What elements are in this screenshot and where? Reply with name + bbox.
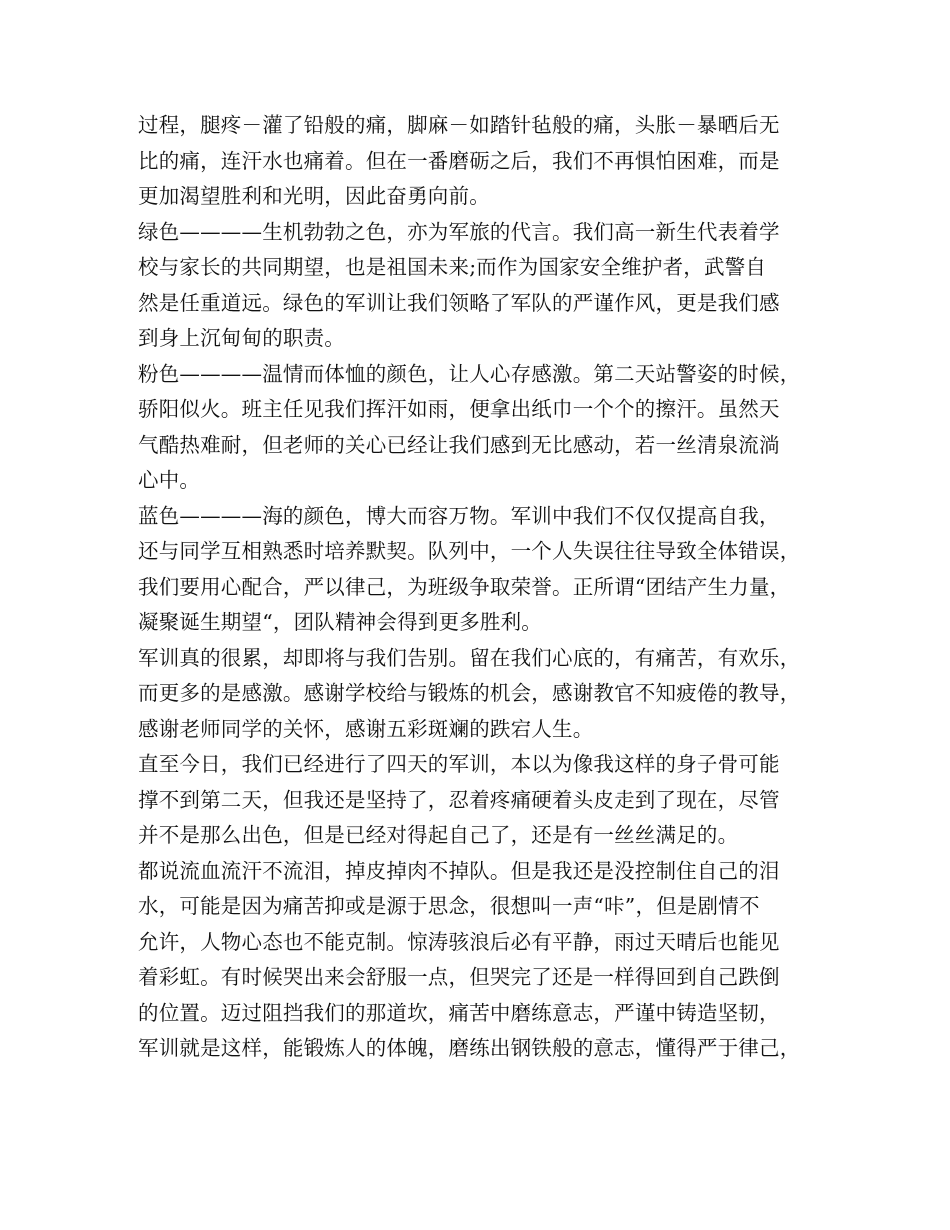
essay-text [138,108,828,1067]
text-line: 而更多的是感激。感谢学校给与锻炼的机会，感谢教官不知疲倦的教导， [138,681,801,705]
text-line: 着彩虹。有时候哭出来会舒服一点，但哭完了还是一样得回到自己跌倒 [138,965,780,989]
text-line: 感谢老师同学的关怀，感谢五彩斑斓的跌宕人生。 [138,716,594,741]
text-line: 撑不到第二天，但我还是坚持了，忍着疼痛硬着头皮走到了现在，尽管 [138,787,780,812]
text-line: 气酷热难耐，但老师的关心已经让我们感到无比感动，若一丝清泉流淌 [138,432,780,457]
text-line: 校与家长的共同期望，也是祖国未来;而作为国家安全维护者，武警自 [138,255,767,279]
text-line: 到身上沉甸甸的职责。 [138,326,345,350]
text-line: 我们要用心配合，严以律己，为班级争取荣誉。正所谓“团结产生力量， [138,574,791,599]
text-line: 更加渴望胜利和光明，因此奋勇向前。 [138,184,490,208]
text-line: 凝聚诞生期望“，团队精神会得到更多胜利。 [138,610,542,634]
text-line: 都说流血流汗不流泪，掉皮掉肉不掉队。但是我还是没控制住自己的泪 [138,858,780,883]
text-line: 水，可能是因为痛苦抑或是源于思念，很想叫一声“咔”，但是剧情不 [138,894,760,918]
text-line: 粉色————温情而体恤的颜色，让人心存感激。第二天站警姿的时候， [138,361,801,386]
text-line: 军训真的很累，却即将与我们告别。留在我们心底的，有痛苦，有欢乐， [138,645,801,670]
text-line: 比的痛，连汗水也痛着。但在一番磨砺之后，我们不再惧怕困难，而是 [138,148,780,173]
text-line: 心中。 [138,468,201,492]
text-line: 军训就是这样，能锻炼人的体魄，磨练出钢铁般的意志，懂得严于律己， [138,1036,801,1060]
text-line: 骄阳似火。班主任见我们挥汗如雨，便拿出纸巾一个个的擦汗。虽然天 [138,397,780,421]
text-line: 直至今日，我们已经进行了四天的军训，本以为像我这样的身子骨可能 [138,752,780,776]
text-line: 然是任重道远。绿色的军训让我们领略了军队的严谨作风，更是我们感 [138,290,780,315]
text-line: 的位置。迈过阻挡我们的那道坎，痛苦中磨练意志，严谨中铸造坚韧， [138,1000,780,1025]
text-line: 还与同学互相熟悉时培养默契。队列中，一个人失误往往导致全体错误， [138,539,801,563]
text-line: 蓝色————海的颜色，博大而容万物。军训中我们不仅仅提高自我， [138,503,780,528]
text-line: 允许，人物心态也不能克制。惊涛骇浪后必有平静，雨过天晴后也能见 [138,929,780,954]
text-line: 并不是那么出色，但是已经对得起自己了，还是有一丝丝满足的。 [138,823,739,847]
text-line: 绿色————生机勃勃之色，亦为军旅的代言。我们高一新生代表着学 [138,219,780,244]
text-line: 过程，腿疼－灌了铅般的痛，脚麻－如踏针毡般的痛，头胀－暴晒后无 [138,113,780,137]
